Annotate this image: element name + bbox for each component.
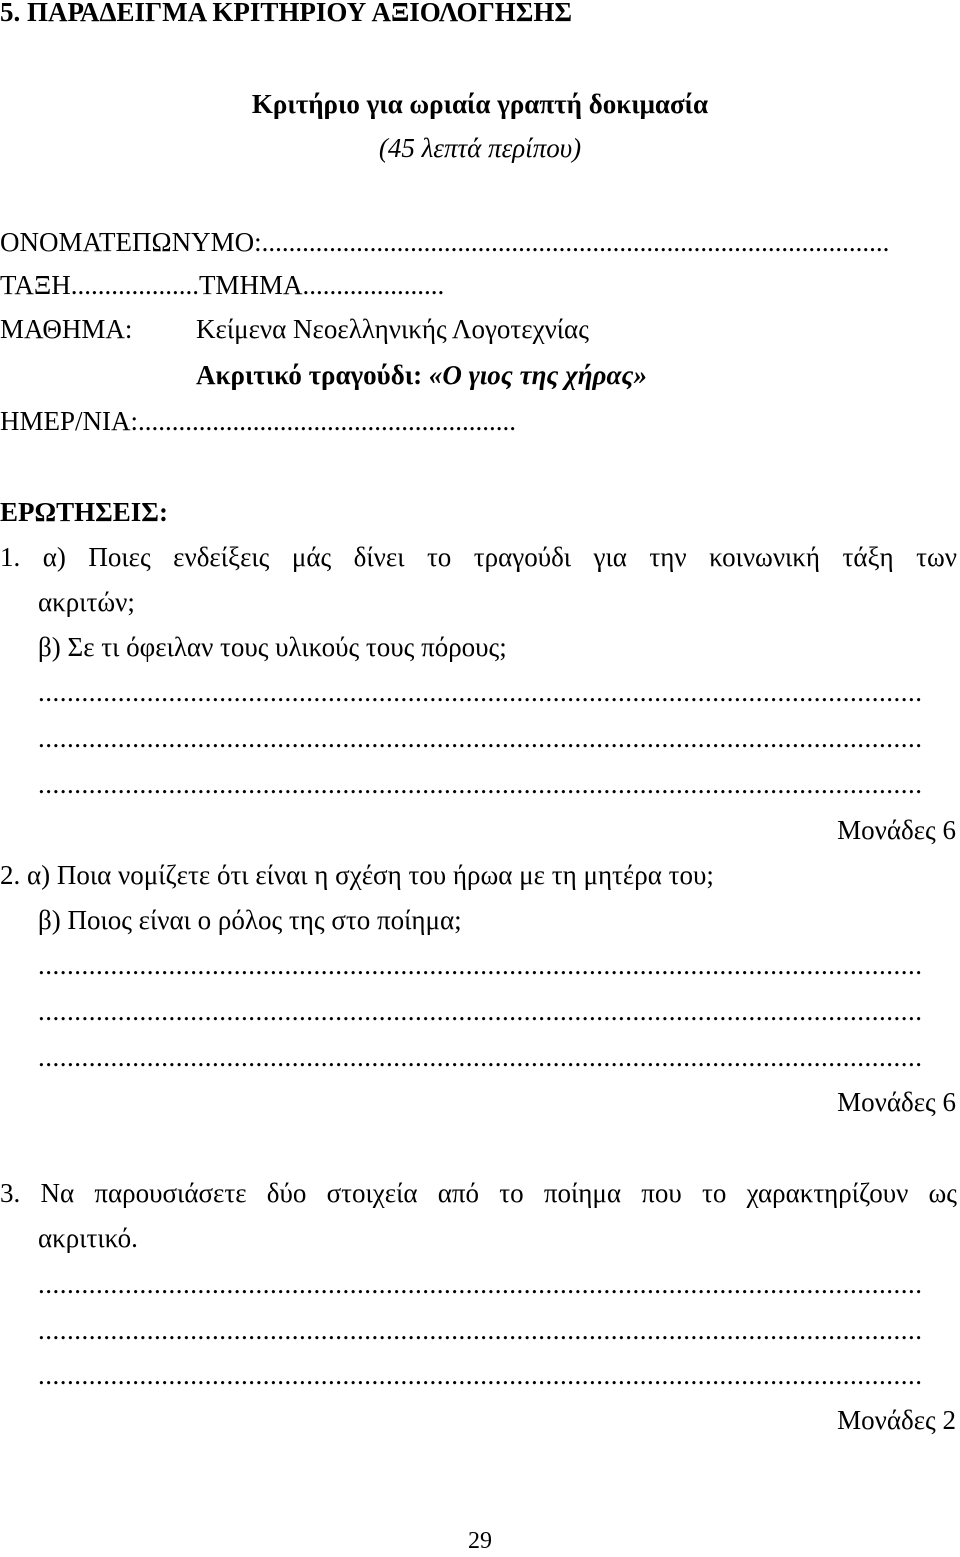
exam-title: Κριτήριο για ωριαία γραπτή δοκιμασία [251,89,709,119]
question-1-points: Μονάδες 6 [837,815,956,845]
exam-subtitle: (45 λεπτά περίπου) [378,133,582,163]
name-field-line: ΟΝΟΜΑΤΕΠΩΝΥΜΟ:............................................................................................. [0,227,890,257]
questions-heading: ΕΡΩΤΗΣΕΙΣ: [0,497,168,527]
question-3-line-2: ακριτικό. [38,1223,138,1253]
question-1-line-1: 1. α) Ποιες ενδείξεις μάς δίνει το τραγούδι για την κοινωνική τάξη των [0,542,957,572]
question-3-points: Μονάδες 2 [837,1405,956,1435]
section-heading: 5. ΠΑΡΑΔΕΙΓΜΑ ΚΡΙΤΗΡΙΟΥ ΑΞΙΟΛΟΓΗΣΗΣ [0,0,573,27]
answer-line: .......................................................................................................................... [38,723,923,753]
question-2-line-2: β) Ποιος είναι ο ρόλος της στο ποίημα; [38,905,462,935]
question-1-line-3: β) Σε τι όφειλαν τους υλικούς τους πόρους; [38,632,507,662]
question-2-points: Μονάδες 6 [837,1087,956,1117]
date-field-line: ΗΜΕΡ/ΝΙΑ:........................................................ [0,406,517,436]
question-1-line-2: ακριτών; [38,587,135,617]
question-3-line-1: 3. Να παρουσιάσετε δύο στοιχεία από το ποίημα που το χαρακτηρίζουν ως [0,1178,957,1208]
topic-line [196,359,647,391]
answer-line: .......................................................................................................................... [38,1360,923,1390]
topic-title: «Ο γιος της χήρας» [428,360,647,390]
answer-line: .......................................................................................................................... [38,996,923,1026]
subject-value: Κείμενα Νεοελληνικής Λογοτεχνίας [196,314,589,344]
answer-line: .......................................................................................................................... [38,1042,923,1072]
answer-line: .......................................................................................................................... [38,950,923,980]
answer-line: .......................................................................................................................... [38,1315,923,1345]
answer-line: .......................................................................................................................... [38,677,923,707]
question-2-line-1: 2. α) Ποια νομίζετε ότι είναι η σχέση του ήρωα με τη μητέρα του; [0,860,714,890]
topic-prefix: Ακριτικό τραγούδι: [196,360,429,390]
answer-line: .......................................................................................................................... [38,1269,923,1299]
class-field-line: ΤΑΞΗ...................ΤΜΗΜΑ..................... [0,270,445,300]
answer-line: .......................................................................................................................... [38,769,923,799]
subject-label: ΜΑΘΗΜΑ: [0,314,133,344]
page-number: 29 [468,1528,492,1554]
